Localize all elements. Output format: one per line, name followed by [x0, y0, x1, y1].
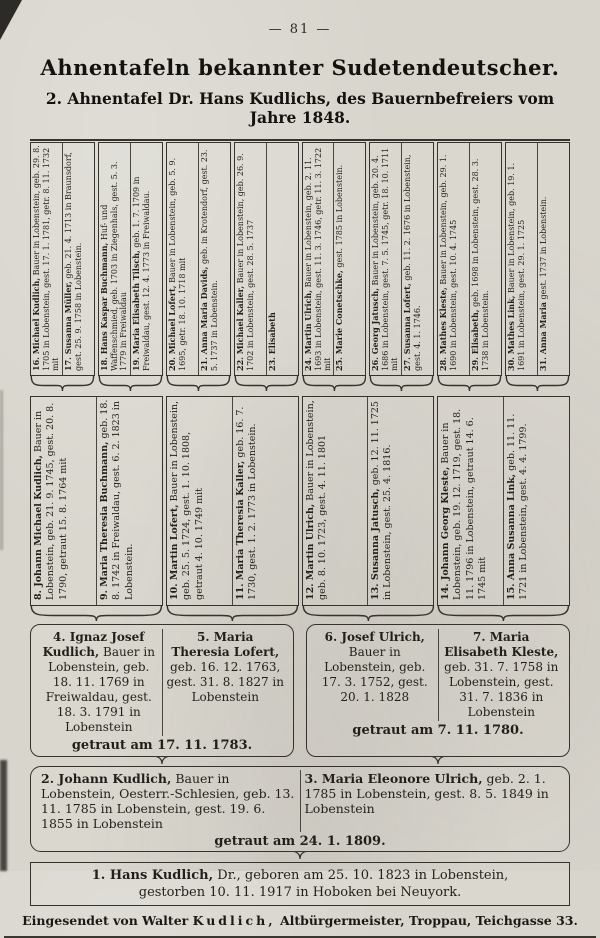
ancestor-name: 23. Elisabeth — [266, 312, 277, 371]
subject-line-1 — [37, 867, 563, 884]
page-header — [0, 0, 600, 127]
ancestor-details: geb. 12. 11. 1725 in Lobenstein, gest. 25. 4. 1816. — [370, 401, 394, 600]
ancestor-name: 13. Susanna Jatusch, — [370, 488, 382, 600]
ancestor-entry-9 — [97, 397, 162, 605]
ancestor-entry-2 — [37, 770, 301, 832]
credit-suffix: Altbürgermeister, Troppau, Teichgasse 33. — [279, 913, 578, 928]
ancestor-name: 22. Michael Kaller, — [234, 285, 245, 371]
subject-box-1 — [30, 862, 570, 906]
ancestor-details: Bauer in Lobenstein, geb. 20. 4. 1686 in Lobenstein, gest. 7. 5. 1745, getr. 18. 10. 1711 mit — [371, 147, 400, 371]
ancestor-details: geb. 1. 7. 1709 in Freiwaldau, gest. 12. 4. 1773 in Freiwaldau. — [131, 176, 151, 371]
pair-box-10-11 — [166, 396, 299, 606]
ancestor-entry-22 — [235, 143, 267, 375]
ancestor-name: 20. Michael Lofert, — [166, 285, 177, 371]
ancestor-name: 18. Hans Kaspar Buchmann, — [98, 242, 109, 371]
ancestor-details: Bauer in Lobenstein, geb. 19. 1. 1691 in Lobenstein, gest. 29. 1. 1725 — [507, 162, 526, 371]
pair-box-12-13 — [302, 396, 435, 606]
ancestor-name: 28. Mathes Kleste, — [438, 287, 449, 371]
main-title: Ahnentafeln bekannter Sudetendeutscher. — [40, 55, 560, 80]
generation-8-15-row — [30, 396, 570, 606]
ancestor-entry-20 — [167, 143, 199, 375]
ancestor-name: 4. Ignaz Josef Kudlich, — [42, 630, 145, 659]
ancestor-name: 26. Georg Jatusch, — [370, 287, 381, 371]
ancestor-details: geb. 18. 8. 1742 in Freiwaldau, gest. 6. 2. 1823 in Lobenstein. — [98, 399, 135, 600]
pair-box-16-17 — [30, 142, 95, 376]
connector-notch-icon — [291, 851, 309, 860]
ancestor-entry-30 — [506, 143, 538, 375]
ancestor-details: gest. 1785 in Lobenstein. — [335, 164, 345, 268]
ancestor-entry-24 — [303, 143, 335, 375]
pair-box-14-15 — [437, 396, 570, 606]
ancestor-name: 5. Maria Theresia Lofert, — [171, 630, 280, 659]
ancestor-details: geb. 21. 4. 1713 in Braunsdorf, gest. 25. 9. 1758 in Lobenstein. — [63, 152, 83, 371]
ancestor-entry-14 — [438, 397, 504, 605]
underbrace-icon — [302, 376, 367, 391]
ancestor-entry-7 — [439, 629, 565, 721]
underbrace-icon — [98, 376, 163, 391]
chart-top-rule — [30, 139, 570, 141]
ancestor-details: Bauer in Lobenstein, geb. 26. 9. 1702 in Lobenstein, gest. 28. 5. 1737 — [235, 153, 255, 371]
ancestor-details: Bauer in Lobenstein, geb. 5. 9. 1695, getr. 18. 10. 1718 mit — [167, 157, 187, 371]
ancestor-details: Bauer in Lobenstein, geb. 19. 12. 1719, gest. 18. 11. 1796 in Lobenstein, getraut 14. 6. 1745 mit — [440, 408, 489, 600]
pair-box-24-25 — [302, 142, 367, 376]
ancestor-entry-23 — [267, 143, 298, 375]
ancestor-name: 2. Johann Kudlich, — [41, 771, 172, 786]
ancestor-entry-18 — [99, 143, 131, 375]
marriage-date: getraut am 24. 1. 1809. — [214, 834, 386, 849]
marriage-date: getraut am 7. 11. 1780. — [352, 723, 524, 738]
ancestor-chart — [0, 139, 600, 376]
ancestor-details: Huf- und Waffenschmied, geb. 1703 in Ziegenhals, gest. 5. 3. 1779 in Freiwaldau — [99, 161, 129, 371]
pair-box-18-19 — [98, 142, 163, 376]
credit-name: Kudlich, — [192, 913, 276, 928]
ancestor-entry-13 — [368, 397, 433, 605]
ancestor-name: 12. Martin Ulrich, — [304, 503, 316, 600]
ancestor-details: Bauer in Lobenstein, geb. 25. 5. 1724, gest. 1. 10. 1808, getraut 4. 10. 1749 mit — [168, 400, 205, 600]
ancestor-details: Bauer in Lobenstein, geb. 29. 8. 1705 in Lobenstein, gest. 17. 1. 1781, getr. 8. 11. 1732 mit — [32, 145, 61, 371]
ancestor-details: geb. 11. 11. 1721 in Lobenstein, gest. 4. 4. 1799. — [506, 413, 530, 600]
ancestor-details: geb. in Krotendorf, gest. 23. 5. 1737 in Lobenstein. — [199, 149, 219, 371]
ancestor-name: 9. Maria Theresia Buchmann, — [98, 441, 110, 600]
ancestor-entry-3 — [301, 770, 564, 832]
underbrace-icon — [166, 606, 299, 621]
ancestor-name: 10. Martin Lofert, — [168, 504, 180, 600]
ancestor-name: 29. Elisabeth, — [470, 309, 481, 371]
ancestor-details: geb. 1698 in Lobenstein, gest. 28. 3. 1738 in Lobenstein. — [471, 158, 490, 371]
ancestor-entry-25 — [334, 143, 365, 375]
underbrace-icon — [369, 376, 434, 391]
underbrace-icon — [505, 376, 570, 391]
ancestor-details: Bauer in Lobenstein, geb. 17. 3. 1752, gest. 20. 1. 1828 — [321, 645, 428, 704]
ancestor-name: 17. Susanna Müller, — [62, 281, 73, 371]
ancestor-entry-17 — [63, 143, 94, 375]
page-number: — 81 — — [268, 22, 332, 37]
ancestor-name: 27. Susanna Lofert, — [402, 283, 413, 371]
ancestor-details: geb. 31. 7. 1758 in Lobenstein, gest. 31. 7. 1836 in Lobenstein — [444, 660, 559, 719]
ancestor-entry-8 — [31, 397, 97, 605]
ancestor-details: Bauer in Lobenstein, geb. 21. 9. 1745, gest. 20. 8. 1790, getraut 15. 8. 1764 mit — [33, 402, 69, 600]
ancestor-name: 3. Maria Eleonore Ulrich, — [304, 771, 483, 786]
ancestor-entry-31 — [538, 143, 569, 375]
marriage-box-4-5 — [30, 624, 294, 757]
ancestor-name: 14. Johann Georg Kleste, — [440, 466, 452, 600]
generation-8-15-section — [0, 396, 600, 606]
ancestor-name: 24. Martin Ulrich, — [302, 289, 313, 371]
ancestor-entry-27 — [402, 143, 433, 375]
pair-box-28-29 — [437, 142, 502, 376]
ancestor-entry-28 — [438, 143, 470, 375]
underbrace-icon — [437, 376, 502, 391]
ancestor-details: geb. 16. 12. 1763, gest. 31. 8. 1827 in Lobenstein — [166, 660, 284, 704]
ancestor-name: 15. Anna Susanna Link, — [506, 473, 518, 600]
ancestor-entry-5 — [163, 629, 289, 736]
ancestor-entry-10 — [167, 397, 233, 605]
ancestor-entry-11 — [233, 397, 298, 605]
ancestor-entry-26 — [370, 143, 402, 375]
subject-details: Dr., geboren am 25. 10. 1823 in Lobenstein, — [217, 868, 509, 883]
ancestor-entry-19 — [131, 143, 162, 375]
submitter-credit — [0, 913, 600, 928]
underbrace-icon — [30, 376, 95, 391]
underbrace-icon — [30, 606, 163, 621]
ancestor-details: Bauer in Lobenstein, geb. 8. 10. 1723, gest. 4. 11. 1801 — [304, 400, 328, 600]
ancestor-name: 25. Marie Conetschke, — [334, 270, 345, 371]
underbrace-icon — [234, 376, 299, 391]
ancestor-name: 11. Maria Theresia Kaller, — [234, 460, 246, 600]
ancestor-name: 7. Maria Elisabeth Kleste, — [444, 630, 559, 659]
pair-box-30-31 — [505, 142, 570, 376]
ancestor-entry-21 — [199, 143, 230, 375]
marriage-box-6-7 — [306, 624, 570, 757]
pair-box-22-23 — [234, 142, 299, 376]
pair-box-20-21 — [166, 142, 231, 376]
ancestor-name: 16. Michael Kudlich, — [31, 277, 41, 371]
ancestor-name: 19. Maria Elisabeth Tilsch, — [130, 250, 141, 371]
ancestor-details: geb. 2. 1. 1785 in Lobenstein, gest. 8. 5. 1849 in Lobenstein — [304, 771, 549, 816]
scan-artifact-edge — [0, 390, 3, 550]
brace-row-top — [0, 376, 600, 396]
generation-4-7-row — [0, 624, 600, 757]
ancestor-details: geb. 11. 2. 1676 in Lobenstein, gest. 4. 1. 1746. — [403, 154, 422, 371]
connector-notch-icon — [429, 756, 447, 765]
marriage-date: getraut am 17. 11. 1783. — [71, 738, 253, 753]
brace-row-mid — [0, 606, 600, 624]
ancestor-entry-4 — [36, 629, 163, 736]
connector-notch-icon — [153, 756, 171, 765]
generation-16-31-row — [30, 142, 570, 376]
ancestor-entry-16 — [31, 143, 63, 375]
scan-artifact-edge — [0, 760, 7, 871]
ancestor-entry-15 — [504, 397, 569, 605]
pair-box-26-27 — [369, 142, 434, 376]
ancestor-details: Bauer in Lobenstein, Oesterr.-Schlesien, geb. 13. 11. 1785 in Lobenstein, gest. 19. 6. 1855 in Lobenstein — [41, 771, 295, 831]
ancestor-entry-6 — [312, 629, 439, 721]
subject-line-2: gestorben 10. 11. 1917 in Hoboken bei Neuyork. — [138, 885, 462, 900]
ancestor-name: 6. Josef Ulrich, — [324, 630, 425, 644]
ancestor-entry-12 — [303, 397, 369, 605]
underbrace-icon — [302, 606, 435, 621]
marriage-box-2-3 — [30, 766, 570, 852]
pair-box-8-9 — [30, 396, 163, 606]
ancestor-details: Bauer in Lobenstein, geb. 2. 11. 1693 in Lobenstein, gest. 11. 3. 1746, getr. 11. 3. 1722 mit — [303, 147, 332, 371]
ancestor-name: 8. Johann Michael Kudlich, — [33, 455, 44, 600]
ancestor-details: gest. 1737 in Lobenstein. — [539, 196, 549, 300]
subject-name: 1. Hans Kudlich, — [91, 868, 214, 883]
underbrace-icon — [437, 606, 570, 621]
ancestor-name: 31. Anna Maria — [538, 302, 549, 371]
ancestor-entry-29 — [470, 143, 501, 375]
ancestor-name: 30. Mathes Link, — [506, 295, 517, 371]
ancestor-details: Bauer in Lobenstein, geb. 18. 11. 1769 in Freiwaldau, gest. 18. 3. 1791 in Lobenstein — [45, 645, 155, 734]
underbrace-icon — [166, 376, 231, 391]
ancestor-details: geb. 16. 7. 1730, gest. 1. 2. 1773 in Lobenstein. — [234, 406, 259, 600]
credit-prefix: Eingesendet von Walter — [22, 913, 189, 928]
ancestor-name: 21. Anna Maria Davids, — [198, 266, 209, 371]
table-subtitle: 2. Ahnentafel Dr. Hans Kudlichs, des Bauernbefreiers vom Jahre 1848. — [45, 89, 555, 127]
ancestor-details: Bauer in Lobenstein, geb. 29. 1. 1690 in Lobenstein, gest. 10. 4. 1745 — [439, 154, 458, 371]
